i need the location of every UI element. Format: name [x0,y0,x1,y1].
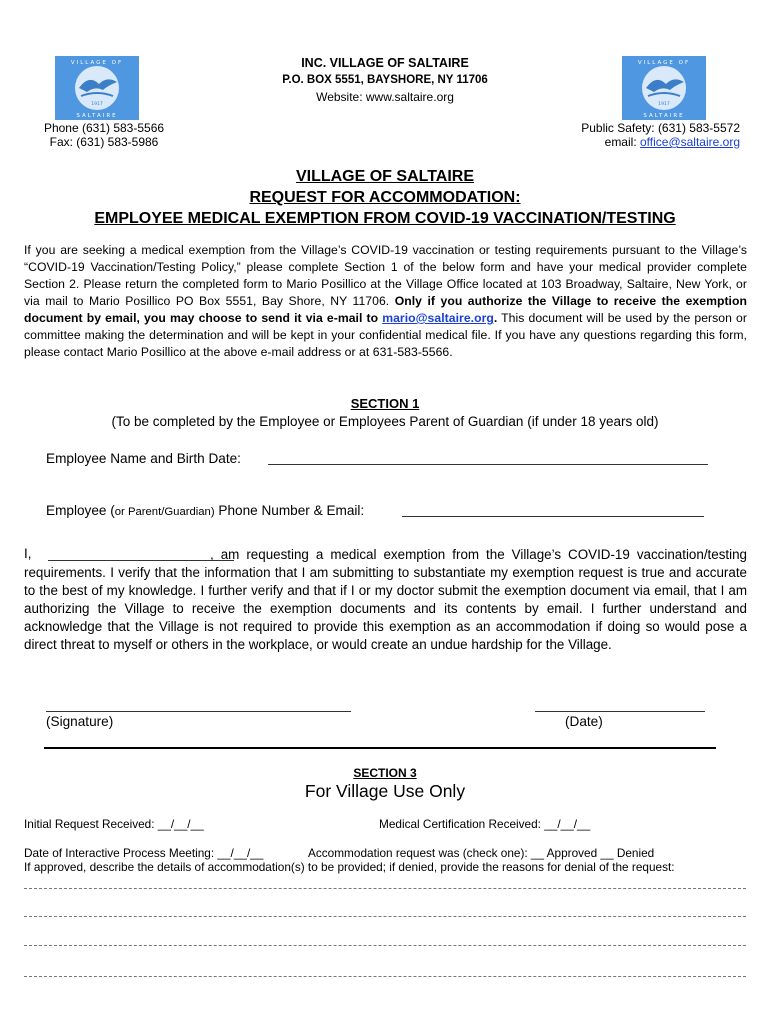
intro-text-1: If you are seeking a medical exemption from the Village’s COVID-19 vaccination or testing requirements pursuant to the Village’s “COVID-19 Vaccination/Testing Policy,” please complete Section 1 of the below form and have your medical provider complete Section 2. Please return the completed form to Mario Posillico at the Village Office located at 103 Broadway, Saltaire, New York, or via mail to Mario Posillico PO Box 5551, Bay Shore, NY 11706. [24,243,747,308]
signature-field[interactable] [46,711,351,712]
seal-year: 1917 [658,102,670,107]
fax-number: Fax: (631) 583-5986 [49,135,159,149]
contact-label-b: or Parent/Guardian) [114,506,215,518]
seal-top-text: VILLAGE OF [70,60,124,66]
medical-certification-received: Medical Certification Received: __/__/__ [379,817,591,831]
section-1-heading: SECTION 1 [350,396,420,411]
public-safety-number: Public Safety: (631) 583-5572 [581,121,740,135]
interactive-meeting-date: Date of Interactive Process Meeting: __/__/__ [24,846,264,860]
intro-bold-text: Only if you authorize the Village to receive the exemption document by email, you may choose to send it via e-mail to [24,294,747,325]
employee-name-field[interactable] [268,464,708,465]
details-line[interactable] [24,976,746,977]
initial-request-received: Initial Request Received: __/__/__ [24,817,204,831]
seal-top-text: VILLAGE OF [637,60,691,66]
seal-bottom-text: SALTAIRE [76,113,118,119]
employee-contact-label [46,503,364,518]
seal-year: 1917 [91,102,103,107]
title-line-3: EMPLOYEE MEDICAL EXEMPTION FROM COVID-19 VACCINATION/TESTING [94,210,676,227]
village-seal-left [55,56,139,120]
signature-label: (Signature) [46,714,114,729]
date-field[interactable] [535,711,705,712]
accommodation-decision: Accommodation request was (check one): __ Approved __ Denied [308,846,655,860]
title-line-2: REQUEST FOR ACCOMMODATION: [249,189,521,206]
statement-name-field[interactable] [48,560,234,561]
accommodation-details-label: If approved, describe the details of accommodation(s) to be provided; if denied, provide the reasons for denial of the request: [24,860,675,874]
section-3-subheading: For Village Use Only [304,781,466,801]
mario-email-link[interactable]: mario@saltaire.org [382,311,494,325]
village-seal-right [622,56,706,120]
section-1-subheading: (To be completed by the Employee or Employees Parent of Guardian (if under 18 years old) [111,414,659,429]
date-label: (Date) [565,714,603,729]
village-website: Website: www.saltaire.org [316,90,454,104]
employee-contact-field[interactable] [402,516,704,517]
intro-text-2: This document will be used by the person or committee making the determination and will be kept in your confidential medical file. If you have any questions regarding this form, please contact Mario Posillico at the above e-mail address or at 631-583-5566. [24,311,747,359]
intro-paragraph [24,242,747,361]
village-name: INC. VILLAGE OF SALTAIRE [301,56,469,70]
seal-bottom-text: SALTAIRE [643,113,685,119]
statement-prefix: I, [24,546,32,561]
employee-name-label: Employee Name and Birth Date: [46,451,241,466]
title-line-1: VILLAGE OF SALTAIRE [295,168,475,185]
intro-dot: . [493,311,498,325]
details-line[interactable] [24,916,746,917]
phone-number: Phone (631) 583-5566 [43,121,165,135]
office-email-link[interactable]: office@saltaire.org [639,135,740,149]
details-line[interactable] [24,945,746,946]
contact-label-c: Phone Number & Email: [214,503,365,518]
section-divider [44,747,716,749]
statement-text: , am requesting a medical exemption from the Village’s COVID-19 vaccination/testing requirements. I verify that the information that I am submitting to substantiate my exemption request is true and accurate to the best of my knowledge. I further verify and that if I or my doctor submit the exemption document via email, that I am authorizing the Village to receive the exemption documents and its contents by email. I further understand and acknowledge that the Village is not required to provide this exemption as an accommodation if doing so would pose a direct threat to myself or others in the workplace, or would create an undue hardship for the Village. [24,547,747,652]
contact-label-a: Employee ( [46,503,115,518]
email-label: email: [604,135,640,149]
village-address: P.O. BOX 5551, BAYSHORE, NY 11706 [282,74,488,86]
section-3-heading: SECTION 3 [353,766,417,780]
details-line[interactable] [24,888,746,889]
office-email-line [605,135,740,149]
exemption-statement [24,546,747,654]
